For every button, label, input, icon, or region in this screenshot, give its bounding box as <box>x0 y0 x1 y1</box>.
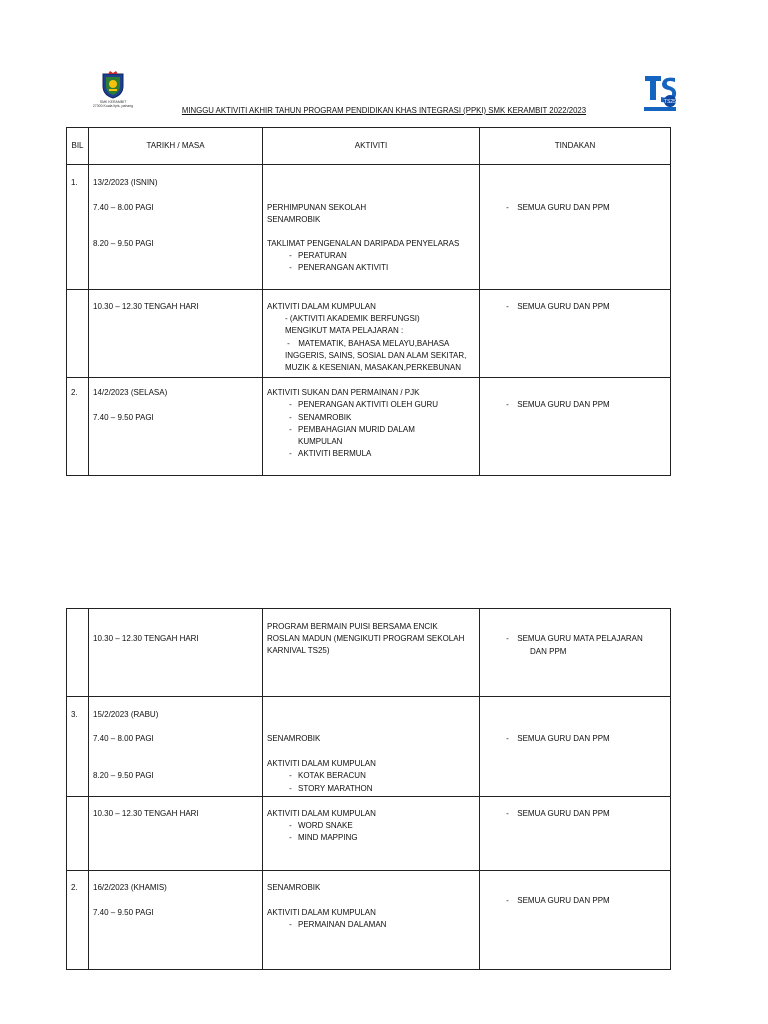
activity-text: KARNIVAL TS25) <box>267 646 330 655</box>
activity-text: MUZIK & KESENIAN, MASAKAN,PERKEBUNAN <box>285 363 462 372</box>
col-header-tarikh: TARIKH / MASA <box>89 128 263 165</box>
activity-text: AKTIVITI DALAM KUMPULAN <box>267 908 376 917</box>
activity-text: AKTIVITI DALAM KUMPULAN <box>267 809 376 818</box>
date: 14/2/2023 (SELASA) <box>93 388 168 397</box>
col-header-bil: BIL <box>67 128 89 165</box>
activity-subitem: - PERATURAN <box>289 251 347 260</box>
activity-subitem: - MATEMATIK, BAHASA MELAYU,BAHASA <box>287 339 450 348</box>
activity-text: MENGIKUT MATA PELAJARAN : <box>285 326 404 335</box>
document-title: MINGGU AKTIVITI AKHIR TAHUN PROGRAM PENDIDIKAN KHAS INTEGRASI (PPKI) SMK KERAMBIT 2022/2023 <box>181 106 587 115</box>
schedule-table-1 <box>66 127 671 476</box>
table-row <box>67 378 671 476</box>
activity-text: KUMPULAN <box>298 437 343 446</box>
date: 13/2/2023 (ISNIN) <box>93 178 158 187</box>
table-header-row <box>67 128 671 165</box>
col-header-tindakan: TINDAKAN <box>480 128 671 165</box>
time-slot: 10.30 – 12.30 TENGAH HARI <box>93 302 199 311</box>
row-number: 1. <box>71 178 78 187</box>
date: 16/2/2023 (KHAMIS) <box>93 883 167 892</box>
col-header-aktiviti: AKTIVITI <box>263 128 480 165</box>
action-text: - SEMUA GURU DAN PPM <box>506 400 610 409</box>
activity-subitem: - PENERANGAN AKTIVITI OLEH GURU <box>289 400 439 409</box>
activity-text: TAKLIMAT PENGENALAN DARIPADA PENYELARAS <box>267 239 460 248</box>
action-text: - SEMUA GURU DAN PPM <box>506 809 610 818</box>
activity-subitem: - PENERANGAN AKTIVITI <box>289 263 389 272</box>
time-slot: 7.40 – 8.00 PAGI <box>93 734 154 743</box>
activity-text: - (AKTIVITI AKADEMIK BERFUNGSI) <box>285 314 420 323</box>
activity-text: PROGRAM BERMAIN PUISI BERSAMA ENCIK <box>267 622 438 631</box>
table-row <box>67 871 671 970</box>
activity-subitem: - PERMAINAN DALAMAN <box>289 920 387 929</box>
activity-subitem: - SENAMROBIK <box>289 413 352 422</box>
date: 15/2/2023 (RABU) <box>93 710 159 719</box>
table-row <box>67 609 671 697</box>
table-row <box>67 290 671 378</box>
row-number: 2. <box>71 388 78 397</box>
activity-subitem: - KOTAK BERACUN <box>289 771 366 780</box>
activity-subitem: - PEMBAHAGIAN MURID DALAM <box>289 425 415 434</box>
crest-caption: SMK KERAMBIT <box>99 100 127 104</box>
activity-subitem: - AKTIVITI BERMULA <box>289 449 372 458</box>
activity-text: SENAMROBIK <box>267 883 321 892</box>
activity-text: SENAMROBIK <box>267 734 321 743</box>
activity-subitem: - WORD SNAKE <box>289 821 353 830</box>
row-number: 2. <box>71 883 78 892</box>
action-text: - SEMUA GURU DAN PPM <box>506 734 610 743</box>
table-row <box>67 797 671 871</box>
action-text: - SEMUA GURU DAN PPM <box>506 302 610 311</box>
time-slot: 7.40 – 9.50 PAGI <box>93 413 154 422</box>
activity-subitem: - MIND MAPPING <box>289 833 358 842</box>
crest-icon <box>98 70 128 100</box>
time-slot: 10.30 – 12.30 TENGAH HARI <box>93 634 199 643</box>
schedule-table-2 <box>66 608 671 970</box>
activity-text: AKTIVITI DALAM KUMPULAN <box>267 302 376 311</box>
activity-text: AKTIVITI SUKAN DAN PERMAINAN / PJK <box>267 388 420 397</box>
crest-subcaption: 27300 Kuala lipis, pahang <box>92 104 134 108</box>
time-slot: 8.20 – 9.50 PAGI <box>93 771 154 780</box>
activity-text: ROSLAN MADUN (MENGIKUTI PROGRAM SEKOLAH <box>267 634 465 643</box>
table-row <box>67 697 671 797</box>
time-slot: 7.40 – 9.50 PAGI <box>93 908 154 917</box>
activity-text: SENAMROBIK <box>267 215 321 224</box>
action-text: - SEMUA GURU DAN PPM <box>506 203 610 212</box>
time-slot: 10.30 – 12.30 TENGAH HARI <box>93 809 199 818</box>
time-slot: 8.20 – 9.50 PAGI <box>93 239 154 248</box>
ts25-text: TS25 <box>664 99 676 105</box>
action-text: - SEMUA GURU MATA PELAJARAN <box>506 634 643 643</box>
activity-text: PERHIMPUNAN SEKOLAH <box>267 203 367 212</box>
activity-text: INGGERIS, SAINS, SOSIAL DAN ALAM SEKITAR, <box>285 351 467 360</box>
activity-subitem: - STORY MARATHON <box>289 784 373 793</box>
action-text: DAN PPM <box>530 647 567 656</box>
activity-text: AKTIVITI DALAM KUMPULAN <box>267 759 376 768</box>
time-slot: 7.40 – 8.00 PAGI <box>93 203 154 212</box>
row-number: 3. <box>71 710 78 719</box>
table-row <box>67 165 671 290</box>
action-text: - SEMUA GURU DAN PPM <box>506 896 610 905</box>
